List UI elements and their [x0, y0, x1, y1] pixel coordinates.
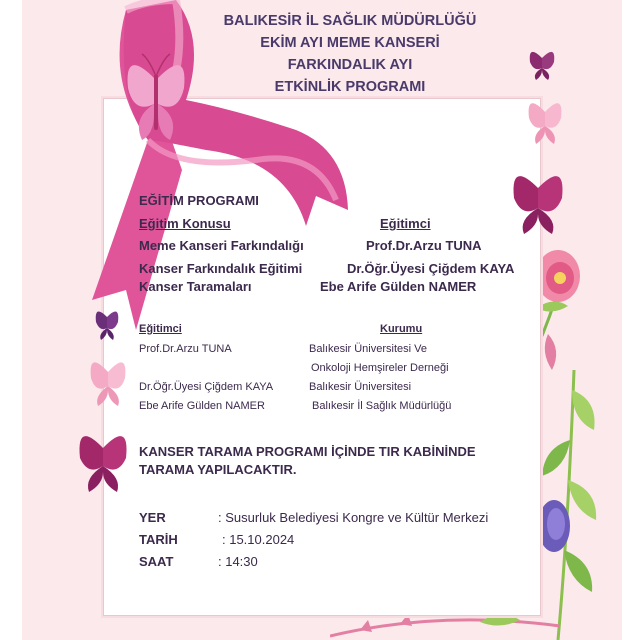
butterfly-icon	[528, 44, 556, 80]
education-topic: Kanser Taramaları	[139, 279, 252, 294]
institution-name: Balıkesir İl Sağlık Müdürlüğü	[312, 400, 452, 412]
education-row-trainer: Dr.Öğr.Üyesi Çiğdem KAYA	[347, 261, 515, 276]
institution-name: Balıkesir Üniversitesi	[309, 381, 412, 393]
institution-name: Onkoloji Hemşireler Derneği	[311, 362, 449, 374]
education-col-topic: Eğitim Konusu	[139, 216, 231, 231]
butterfly-icon	[94, 304, 120, 340]
butterfly-icon	[76, 420, 130, 492]
poster-header	[180, 10, 520, 98]
screening-line-2: TARAMA YAPILACAKTIR.	[139, 462, 297, 477]
institution-trainer: Ebe Arife Gülden NAMER	[139, 400, 265, 412]
place-value: : Susurluk Belediyesi Kongre ve Kültür Merkezi	[218, 510, 489, 525]
left-margin	[0, 0, 22, 640]
date-value: : 15.10.2024	[222, 532, 295, 547]
screening-line-1: KANSER TARAMA PROGRAMI İÇİNDE TIR KABİNİNDE	[139, 444, 476, 459]
education-topic: Kanser Farkındalık Eğitimi	[139, 261, 303, 276]
education-row	[139, 261, 302, 276]
institution-trainer: Dr.Öğr.Üyesi Çiğdem KAYA	[139, 381, 274, 393]
time-value: : 14:30	[218, 554, 258, 569]
education-row-trainer: Ebe Arife Gülden NAMER	[320, 279, 477, 294]
date-label: TARİH	[139, 532, 178, 547]
education-topic: Meme Kanseri Farkındalığı	[139, 238, 304, 253]
header-line-1: BALIKESİR İL SAĞLIK MÜDÜRLÜĞÜ	[223, 13, 477, 29]
education-row	[139, 238, 304, 253]
place-label: YER	[139, 510, 166, 525]
header-line-2: EKİM AYI MEME KANSERİ	[260, 35, 440, 51]
butterfly-icon	[510, 160, 566, 234]
education-row-trainer: Prof.Dr.Arzu TUNA	[366, 238, 482, 253]
institution-name: Balıkesir Üniversitesi Ve	[309, 343, 427, 355]
institutions-col-institution: Kurumu	[380, 323, 423, 335]
butterfly-icon	[88, 350, 128, 406]
right-margin	[622, 0, 640, 640]
header-line-4: ETKİNLİK PROGRAMI	[274, 79, 426, 95]
time-label: SAAT	[139, 554, 174, 569]
institution-trainer: Prof.Dr.Arzu TUNA	[139, 343, 232, 355]
butterfly-icon	[526, 92, 564, 144]
education-row	[139, 279, 252, 294]
education-title: EĞİTİM PROGRAMI	[139, 193, 259, 208]
institutions-col-trainer: Eğitimci	[139, 323, 182, 335]
header-line-3: FARKINDALIK AYI	[287, 57, 413, 73]
education-col-trainer: Eğitimci	[380, 216, 431, 231]
